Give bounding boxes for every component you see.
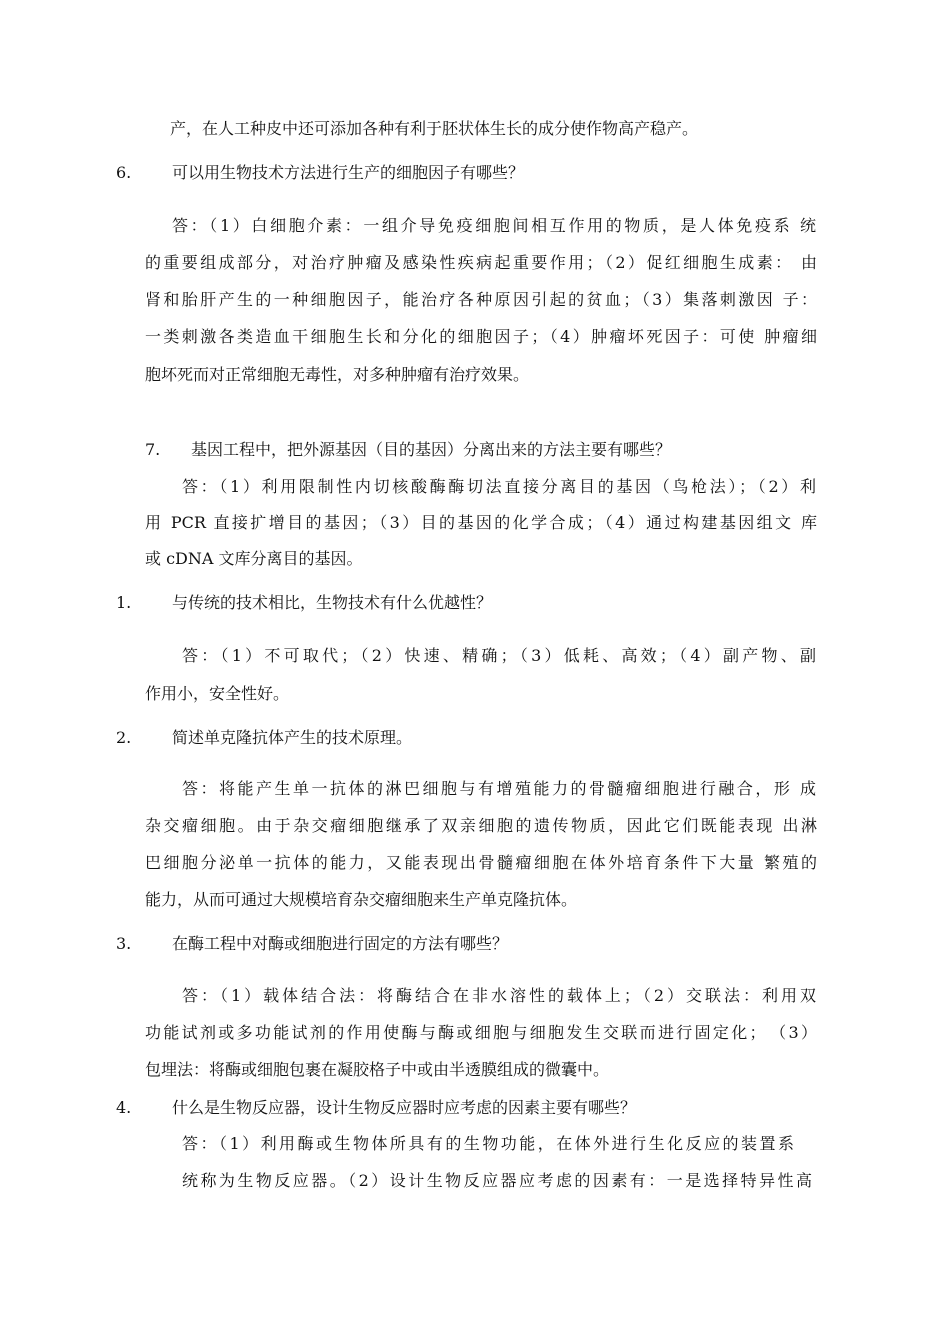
question-number: 1. (116, 593, 132, 612)
question-text: 与传统的技术相比，生物技术有什么优越性？ (172, 593, 493, 612)
answer-line: 答：（1）载体结合法：将酶结合在非水溶性的载体上；（2）交联法：利用双 (182, 986, 816, 1005)
answer-line: 答：将能产生单一抗体的淋巴细胞与有增殖能力的骨髓瘤细胞进行融合，形 成 (182, 779, 816, 798)
question-number: 6. (116, 163, 132, 182)
answer-line: 胞坏死而对正常细胞无毒性，对多种肿瘤有治疗效果。 (145, 365, 530, 384)
answer-line: 杂交瘤细胞。由于杂交瘤细胞继承了双亲细胞的遗传物质，因此它们既能表现 出淋 (145, 816, 817, 835)
answer-line: 答：（1）利用酶或生物体所具有的生物功能，在体外进行生化反应的装置系 (182, 1134, 794, 1153)
answer-line: 答：（1）白细胞介素：一组介导免疫细胞间相互作用的物质，是人体免疫系 统 (172, 216, 816, 235)
answer-line: 的重要组成部分，对治疗肿瘤及感染性疾病起重要作用；（2）促红细胞生成素： 由 (145, 253, 817, 272)
answer-line: 用 PCR 直接扩增目的基因；（3）目的基因的化学合成；（4）通过构建基因组文 库 (145, 513, 817, 532)
question-number: 7. (145, 440, 161, 459)
question-text: 什么是生物反应器，设计生物反应器时应考虑的因素主要有哪些？ (172, 1098, 637, 1117)
answer-line: 答：（1）利用限制性内切核酸酶酶切法直接分离目的基因（鸟枪法）；（2）利 (182, 477, 816, 496)
answer-line: 作用小，安全性好。 (145, 684, 290, 703)
question-text: 简述单克隆抗体产生的技术原理。 (172, 728, 413, 747)
answer-line: 功能试剂或多功能试剂的作用使酶与酶或细胞与细胞发生交联而进行固定化； （3） (145, 1023, 817, 1042)
question-text: 在酶工程中对酶或细胞进行固定的方法有哪些？ (172, 934, 509, 953)
continuation-text: 产，在人工种皮中还可添加各种有利于胚状体生长的成分使作物高产稳产。 (170, 119, 699, 138)
question-number: 4. (116, 1098, 132, 1117)
answer-line: 答：（1）不可取代；（2）快速、精确；（3）低耗、高效；（4）副产物、副 (182, 646, 816, 665)
question-number: 2. (116, 728, 132, 747)
answer-line: 一类刺激各类造血干细胞生长和分化的细胞因子；（4）肿瘤坏死因子：可使 肿瘤细 (145, 327, 817, 346)
answer-line: 肾和胎肝产生的一种细胞因子，能治疗各种原因引起的贫血；（3）集落刺激因 子： (145, 290, 817, 309)
answer-line: 巴细胞分泌单一抗体的能力，又能表现出骨髓瘤细胞在体外培育条件下大量 繁殖的 (145, 853, 817, 872)
question-number: 3. (116, 934, 132, 953)
question-text: 基因工程中，把外源基因（目的基因）分离出来的方法主要有哪些？ (191, 440, 672, 459)
answer-line: 包埋法：将酶或细胞包裹在凝胶格子中或由半透膜组成的微囊中。 (145, 1060, 610, 1079)
answer-line: 统称为生物反应器。（2）设计生物反应器应考虑的因素有：一是选择特异性高 (182, 1171, 812, 1190)
answer-line: 或 cDNA 文库分离目的基因。 (145, 549, 363, 568)
answer-line: 能力，从而可通过大规模培育杂交瘤细胞来生产单克隆抗体。 (145, 890, 578, 909)
question-text: 可以用生物技术方法进行生产的细胞因子有哪些？ (172, 163, 525, 182)
